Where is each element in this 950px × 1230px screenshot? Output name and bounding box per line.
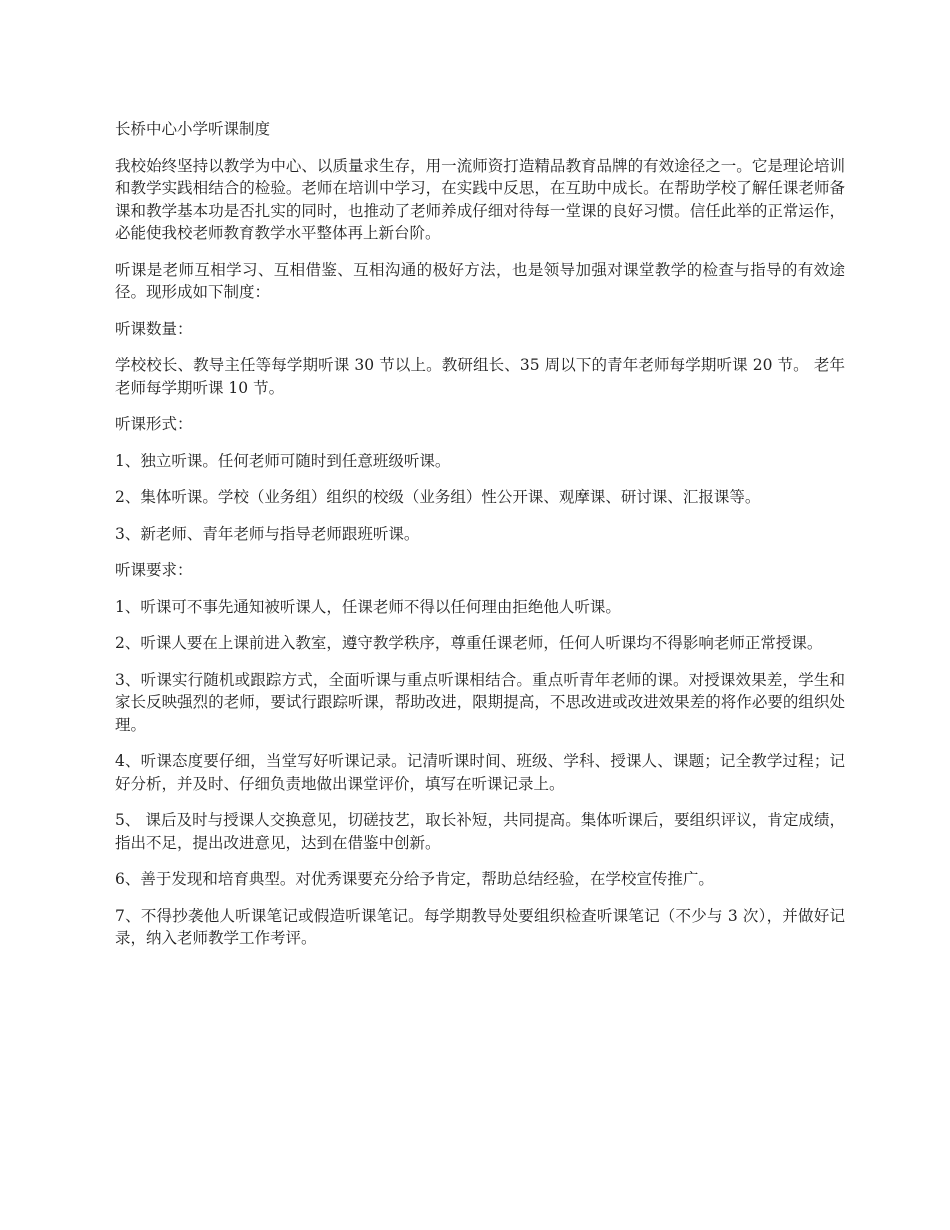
quantity-paragraph: 学校校长、教导主任等每学期听课 30 节以上。教研组长、35 周以下的青年老师每学期听课 20 节。 老年老师每学期听课 10 节。 xyxy=(115,356,845,397)
requirement-item-4: 4、听课态度要仔细，当堂写好听课记录。记清听课时间、班级、学科、授课人、课题；记全教学过程；记好分析，并及时、仔细负责地做出课堂评价，填写在听课记录上。 xyxy=(115,752,845,793)
requirement-item-6: 6、善于发现和培育典型。对优秀课要充分给予肯定，帮助总结经验，在学校宣传推广。 xyxy=(115,870,714,888)
section-heading-quantity: 听课数量： xyxy=(115,319,193,338)
purpose-paragraph: 听课是老师互相学习、互相借鉴、互相沟通的极好方法，也是领导加强对课堂教学的检查与指导的有效途径。现形成如下制度： xyxy=(115,260,845,301)
section-heading-format: 听课形式： xyxy=(115,415,193,433)
format-item-2: 2、集体听课。学校（业务组）组织的校级（业务组）性公开课、观摩课、研讨课、汇报课等。 xyxy=(115,488,761,506)
section-heading-requirements: 听课要求： xyxy=(115,561,193,579)
document-title: 长桥中心小学听课制度 xyxy=(115,120,271,138)
intro-paragraph: 我校始终坚持以教学为中心、以质量求生存，用一流师资打造精品教育品牌的有效途径之一。它是理论培训和教学实践相结合的检验。老师在培训中学习，在实践中反思，在互助中成长。在帮助学校了解任课老师备课和教学基本功是否扎实的同时，也推动了老师养成仔细对待每一堂课的良好习惯。信任此举的正常运作，必能使我校老师教育教学水平整体再上新台阶。 xyxy=(115,156,845,242)
requirement-item-2: 2、听课人要在上课前进入教室，遵守教学秩序，尊重任课老师，任何人听课均不得影响老师正常授课。 xyxy=(115,634,823,652)
format-item-3: 3、新老师、青年老师与指导老师跟班听课。 xyxy=(115,524,420,543)
requirement-item-7: 7、不得抄袭他人听课笔记或假造听课笔记。每学期教导处要组织检查听课笔记（不少与 3 次），并做好记录，纳入老师教学工作考评。 xyxy=(115,906,845,947)
requirement-item-5: 5、 课后及时与授课人交换意见，切磋技艺，取长补短，共同提高。集体听课后，要组织评议，肯定成绩，指出不足，提出改进意见，达到在借鉴中创新。 xyxy=(115,811,845,852)
requirement-item-1: 1、听课可不事先通知被听课人，任课老师不得以任何理由拒绝他人听课。 xyxy=(115,597,621,616)
requirement-item-3: 3、听课实行随机或跟踪方式，全面听课与重点听课相结合。重点听青年老师的课。对授课效果差，学生和家长反映强烈的老师，要试行跟踪听课，帮助改进，限期提高，不思改进或改进效果差的将作必要的组织处理。 xyxy=(115,670,845,734)
format-item-1: 1、独立听课。任何老师可随时到任意班级听课。 xyxy=(115,451,451,470)
document-page xyxy=(115,118,845,964)
